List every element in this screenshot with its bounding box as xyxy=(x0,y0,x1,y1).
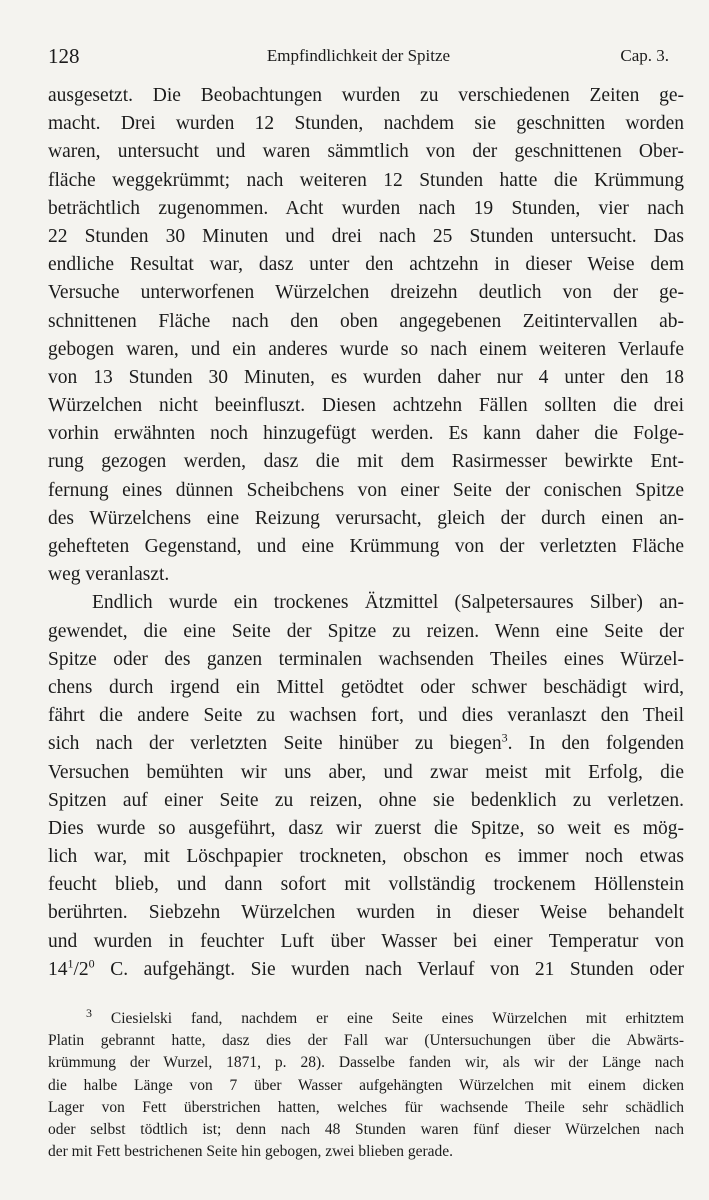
text-line xyxy=(48,730,684,758)
text-line: weg veranlaszt. xyxy=(48,564,170,586)
text-line: ausgesetzt. Die Beobachtungen wurden zu verschiedenen Zeiten ge- xyxy=(48,85,684,106)
text-line: feucht blieb, und dann sofort mit vollständig trockenem Höllenstein xyxy=(48,874,684,896)
text-line: fernung eines dünnen Scheibchens von einer Seite der conischen Spitze xyxy=(48,479,684,501)
text-line: Spitzen auf einer Seite zu reizen, ohne sie bedenklich zu verletzen. xyxy=(48,789,684,811)
text-line: endliche Resultat war, dasz unter den achtzehn in dieser Weise dem xyxy=(48,254,684,276)
chapter-label: Cap. 3. xyxy=(620,46,669,65)
text-line: gebogen waren, und ein anderes wurde so nach einem weiteren Verlaufe xyxy=(48,338,684,360)
line-text: sich nach der verletzten Seite hinüber zu biegen xyxy=(48,733,502,755)
text-line: berührten. Siebzehn Würzelchen wurden in dieser Weise behandelt xyxy=(48,902,684,924)
body-text xyxy=(48,82,684,984)
text-line: waren, untersucht und waren sämmtlich von der geschnittenen Ober- xyxy=(48,141,684,163)
footnote-line: der mit Fett bestrichenen Seite hin gebogen, zwei blieben gerade. xyxy=(48,1143,454,1161)
footnote-line: die halbe Länge von 7 über Wasser aufgehängten Würzelchen mit einem dicken xyxy=(48,1076,684,1094)
footnote-line: Lager von Fett überstrichen hatten, welches für wachsende Theile sehr schädlich xyxy=(48,1098,684,1116)
text-line: gehefteten Gegenstand, und eine Krümmung von der verletzten Fläche xyxy=(48,536,684,557)
text-line: 22 Stunden 30 Minuten und drei nach 25 Stunden untersucht. Das xyxy=(48,225,684,247)
text-line: Versuche unterworfenen Würzelchen dreizehn deutlich von der ge- xyxy=(48,282,684,304)
paragraph-start-line: Endlich wurde ein trockenes Ätzmittel (Salpetersaures Silber) an- xyxy=(92,592,684,614)
text-line: lich war, mit Löschpapier trockneten, obschon es immer noch etwas xyxy=(48,846,684,868)
line-text: . In den folgenden xyxy=(507,733,684,755)
footnote-reference: 3 xyxy=(501,730,508,745)
text-line: Spitze oder des ganzen terminalen wachsenden Theiles eines Würzel- xyxy=(48,648,684,670)
text-line: schnittenen Fläche nach den oben angegebenen Zeitintervallen ab- xyxy=(48,310,684,332)
text-line: Versuchen bemühten wir uns aber, und zwar meist mit Erfolg, die xyxy=(48,761,684,783)
text-line: beträchtlich zugenommen. Acht wurden nach 19 Stunden, vier nach xyxy=(48,197,684,219)
footnote-line: oder selbst tödtlich ist; denn nach 48 Stunden waren fünf dieser Würzelchen nach xyxy=(48,1120,684,1138)
footnote-line: Platin gebrannt hatte, dasz dies der Fall war (Untersuchungen über die Abwärts- xyxy=(48,1032,684,1050)
degree-mark: 0 xyxy=(88,956,95,971)
text-line: gewendet, die eine Seite der Spitze zu reizen. Wenn eine Seite der xyxy=(48,620,684,642)
text-line: und wurden in feuchter Luft über Wasser bei einer Temperatur von xyxy=(48,930,684,952)
text-line: rung gezogen werden, dasz die mit dem Rasirmesser bewirkte Ent- xyxy=(48,451,684,473)
text-line: Dies wurde so ausgeführt, dasz wir zuerst die Spitze, so weit es mög- xyxy=(48,817,684,839)
footnote-line: krümmung der Wurzel, 1871, p. 28). Dasselbe fanden wir, als wir der Länge nach xyxy=(48,1054,684,1072)
footnote-text: Ciesielski fand, nachdem er eine Seite eines Würzelchen mit erhitztem xyxy=(110,1010,684,1027)
text-line: fläche weggekrümmt; nach weiteren 12 Stunden hatte die Krümmung xyxy=(48,169,684,191)
text-line: Würzelchen nicht beeinfluszt. Diesen achtzehn Fällen sollten die drei xyxy=(48,395,684,417)
text-line: von 13 Stunden 30 Minuten, es wurden daher nur 4 unter den 18 xyxy=(48,366,684,388)
fraction-numerator: 1 xyxy=(67,956,74,971)
text-line xyxy=(48,956,684,984)
fraction-denominator: /2 xyxy=(73,958,89,980)
text-line: des Würzelchens eine Reizung verursacht, gleich der durch einen an- xyxy=(48,507,684,529)
page-header xyxy=(48,44,669,74)
text-line: fährt die andere Seite zu wachsen fort, und dies veranlaszt den Theil xyxy=(48,705,684,727)
footnotes xyxy=(48,1008,684,1163)
temperature-value: 14 xyxy=(48,958,68,980)
text-line: macht. Drei wurden 12 Stunden, nachdem sie geschnitten worden xyxy=(48,113,684,135)
footnote-line xyxy=(48,1008,684,1030)
page-number: 128 xyxy=(48,44,80,68)
text-line: chens durch irgend ein Mittel getödtet oder schwer beschädigt wird, xyxy=(48,676,684,698)
footnote-marker: 3 xyxy=(86,1008,92,1020)
running-title: Empfindlichkeit der Spitze xyxy=(266,46,451,65)
line-text: C. aufgehängt. Sie wurden nach Verlauf von 21 Stunden oder xyxy=(110,958,684,980)
text-line: vorhin erwähnten noch hinzugefügt werden. Es kann daher die Folge- xyxy=(48,423,684,445)
